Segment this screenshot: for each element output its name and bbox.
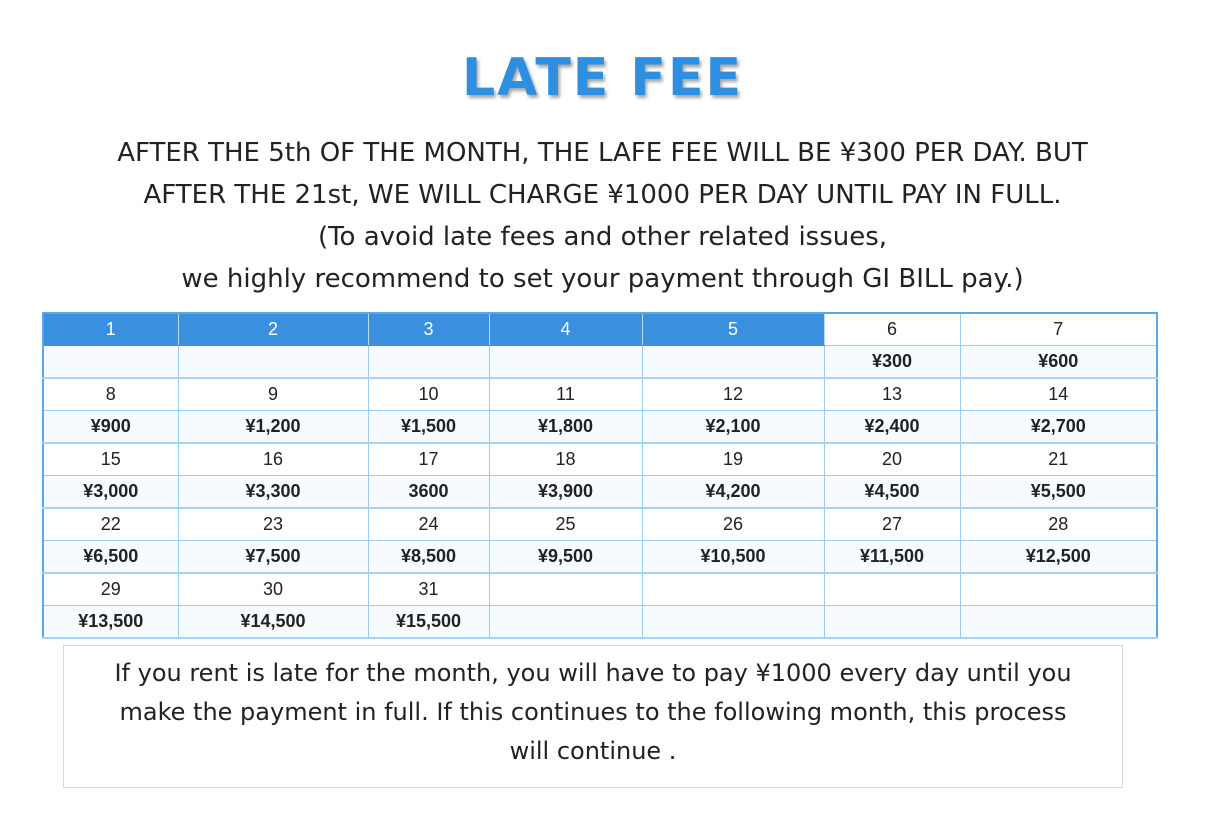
day-cell: 17 — [368, 443, 489, 476]
fee-cell: ¥15,500 — [368, 606, 489, 639]
day-cell: 27 — [824, 508, 960, 541]
fee-cell — [642, 346, 824, 379]
fee-cell: ¥14,500 — [178, 606, 368, 639]
table-row-days — [43, 573, 1157, 606]
day-cell: 23 — [178, 508, 368, 541]
day-cell: 8 — [43, 378, 178, 411]
fee-cell: ¥3,000 — [43, 476, 178, 509]
late-fee-table — [42, 312, 1158, 639]
day-cell: 3 — [368, 313, 489, 346]
fee-cell: ¥2,700 — [960, 411, 1157, 444]
table-row-fees — [43, 606, 1157, 639]
fee-cell: ¥5,500 — [960, 476, 1157, 509]
note-box — [63, 645, 1123, 788]
table-row-fees — [43, 541, 1157, 574]
table-row-fees — [43, 346, 1157, 379]
day-cell: 26 — [642, 508, 824, 541]
day-cell: 15 — [43, 443, 178, 476]
table-row-days — [43, 378, 1157, 411]
day-cell: 12 — [642, 378, 824, 411]
day-cell: 31 — [368, 573, 489, 606]
day-cell: 22 — [43, 508, 178, 541]
fee-cell: ¥8,500 — [368, 541, 489, 574]
day-cell: 5 — [642, 313, 824, 346]
intro-line: AFTER THE 21st, WE WILL CHARGE ¥1000 PER DAY UNTIL PAY IN FULL. — [143, 180, 1062, 210]
day-cell: 6 — [824, 313, 960, 346]
day-cell: 18 — [489, 443, 642, 476]
note-line: make the payment in full. If this continues to the following month, this process — [119, 698, 1067, 726]
fee-cell — [489, 346, 642, 379]
fee-cell — [489, 606, 642, 639]
fee-cell — [824, 606, 960, 639]
day-cell: 21 — [960, 443, 1157, 476]
table-row-days — [43, 313, 1157, 346]
fee-cell: ¥2,100 — [642, 411, 824, 444]
day-cell: 1 — [43, 313, 178, 346]
fee-cell: ¥3,300 — [178, 476, 368, 509]
day-cell — [824, 573, 960, 606]
fee-cell: ¥1,800 — [489, 411, 642, 444]
day-cell — [960, 573, 1157, 606]
fee-cell: ¥7,500 — [178, 541, 368, 574]
day-cell: 20 — [824, 443, 960, 476]
fee-cell: ¥6,500 — [43, 541, 178, 574]
table-row-fees — [43, 411, 1157, 444]
day-cell: 7 — [960, 313, 1157, 346]
fee-cell: ¥300 — [824, 346, 960, 379]
page-title: LATE FEE — [461, 48, 743, 108]
note-line: will continue . — [509, 737, 677, 765]
day-cell: 24 — [368, 508, 489, 541]
day-cell: 2 — [178, 313, 368, 346]
intro-line: AFTER THE 5th OF THE MONTH, THE LAFE FEE WILL BE ¥300 PER DAY. BUT — [117, 138, 1088, 168]
day-cell: 28 — [960, 508, 1157, 541]
fee-cell — [368, 346, 489, 379]
fee-cell: ¥600 — [960, 346, 1157, 379]
fee-cell: ¥3,900 — [489, 476, 642, 509]
day-cell: 13 — [824, 378, 960, 411]
intro-line: we highly recommend to set your payment through GI BILL pay.) — [181, 264, 1024, 294]
day-cell: 16 — [178, 443, 368, 476]
fee-cell: ¥9,500 — [489, 541, 642, 574]
fee-cell — [960, 606, 1157, 639]
fee-cell: 3600 — [368, 476, 489, 509]
fee-cell: ¥4,500 — [824, 476, 960, 509]
fee-cell — [43, 346, 178, 379]
day-cell — [642, 573, 824, 606]
fee-cell: ¥900 — [43, 411, 178, 444]
fee-cell — [178, 346, 368, 379]
fee-cell: ¥12,500 — [960, 541, 1157, 574]
day-cell: 10 — [368, 378, 489, 411]
fee-cell: ¥4,200 — [642, 476, 824, 509]
note-line: If you rent is late for the month, you will have to pay ¥1000 every day until you — [114, 659, 1072, 687]
day-cell: 4 — [489, 313, 642, 346]
intro-line: (To avoid late fees and other related issues, — [317, 222, 888, 252]
table-row-days — [43, 443, 1157, 476]
fee-cell — [642, 606, 824, 639]
day-cell: 29 — [43, 573, 178, 606]
day-cell — [489, 573, 642, 606]
day-cell: 14 — [960, 378, 1157, 411]
fee-cell: ¥13,500 — [43, 606, 178, 639]
fee-cell: ¥1,200 — [178, 411, 368, 444]
day-cell: 19 — [642, 443, 824, 476]
fee-cell: ¥2,400 — [824, 411, 960, 444]
intro-text — [40, 132, 1165, 300]
fee-cell: ¥11,500 — [824, 541, 960, 574]
day-cell: 30 — [178, 573, 368, 606]
table-row-days — [43, 508, 1157, 541]
day-cell: 25 — [489, 508, 642, 541]
day-cell: 9 — [178, 378, 368, 411]
fee-cell: ¥10,500 — [642, 541, 824, 574]
fee-cell: ¥1,500 — [368, 411, 489, 444]
table-row-fees — [43, 476, 1157, 509]
day-cell: 11 — [489, 378, 642, 411]
